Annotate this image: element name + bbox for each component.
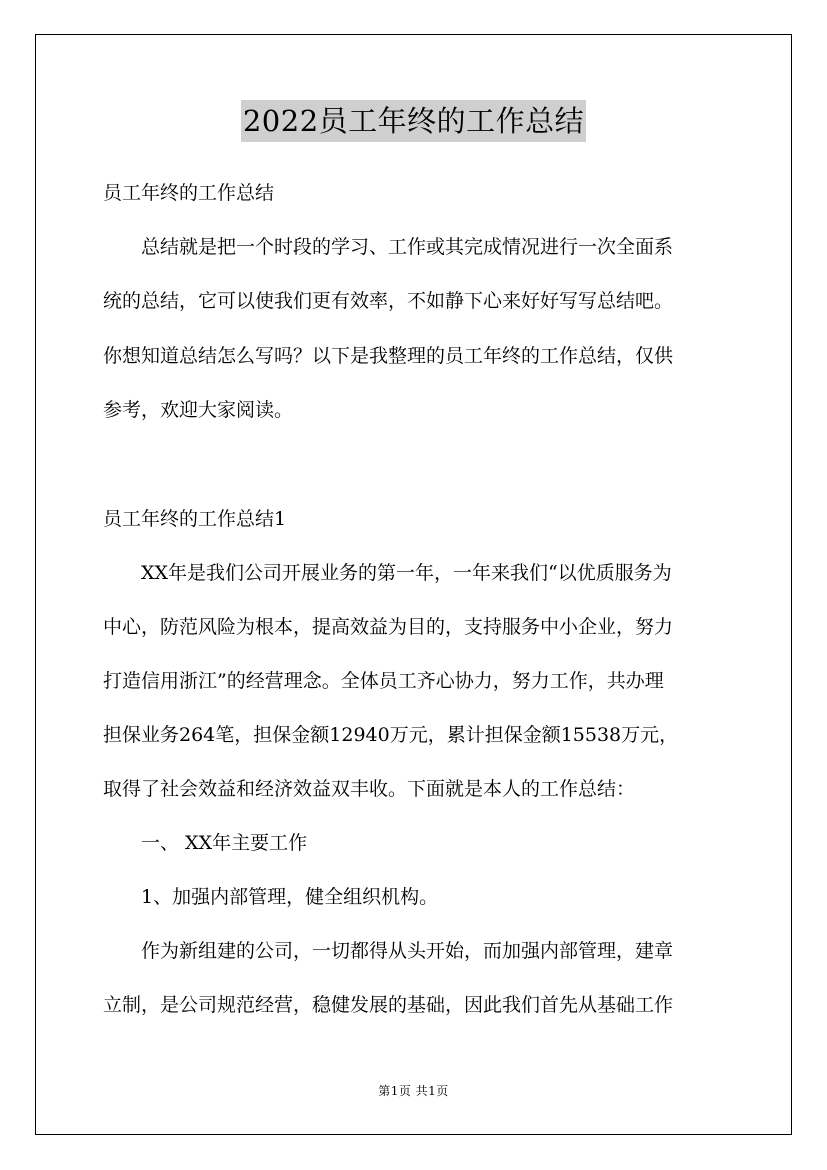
- paragraph-line: 取得了社会效益和经济效益双丰收。下面就是本人的工作总结：: [103, 778, 636, 800]
- paragraph-line: 你想知道总结怎么写吗？以下是我整理的员工年终的工作总结，仅供: [103, 345, 674, 367]
- paragraph-line: 担保业务264笔，担保金额12940万元，累计担保金额15538万元，: [103, 724, 679, 746]
- paragraph-line: 中心，防范风险为根本，提高效益为目的，支持服务中小企业，努力: [103, 616, 674, 638]
- subsection-heading: 一、 XX年主要工作: [103, 832, 308, 854]
- subsection-heading: 1、加强内部管理，健全组织机构。: [103, 886, 439, 908]
- paragraph-line: 打造信用浙江”的经营理念。全体员工齐心协力，努力工作，共办理: [103, 670, 664, 692]
- paragraph-line: 立制，是公司规范经营，稳健发展的基础，因此我们首先从基础工作: [103, 994, 674, 1016]
- title-container: [0, 100, 827, 142]
- section-heading: 员工年终的工作总结: [103, 182, 275, 204]
- section-heading: 员工年终的工作总结1: [103, 508, 287, 530]
- page-footer: 第1页 共1页: [378, 1084, 449, 1098]
- paragraph-line: 总结就是把一个时段的学习、工作或其完成情况进行一次全面系: [103, 236, 674, 258]
- paragraph-line: 统的总结，它可以使我们更有效率，不如静下心来好好写写总结吧。: [103, 290, 674, 312]
- paragraph-line: XX年是我们公司开展业务的第一年，一年来我们“以优质服务为: [103, 562, 672, 584]
- paragraph-line: 作为新组建的公司，一切都得从头开始，而加强内部管理，建章: [103, 940, 674, 962]
- paragraph-line: 参考，欢迎大家阅读。: [103, 399, 294, 421]
- document-title: 2022员工年终的工作总结: [241, 100, 586, 142]
